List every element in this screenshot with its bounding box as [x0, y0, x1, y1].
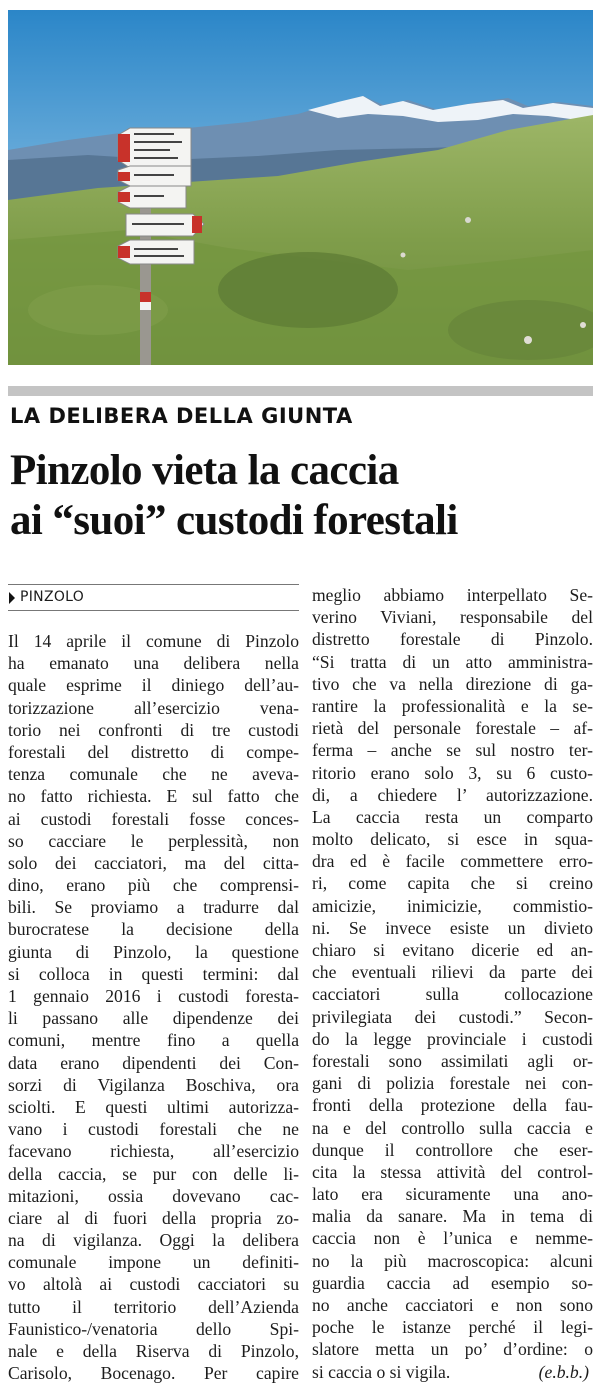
text-line: solo dei cacciatori, ma del citta-: [8, 852, 299, 873]
article-body-left: [8, 630, 299, 1384]
text-line: forestali sono assimilati agli or-: [312, 1050, 593, 1071]
text-line: tutto il territorio dell’Azienda: [8, 1296, 299, 1317]
text-line: forestali del distretto di compe-: [8, 741, 299, 762]
text-line: “Si tratta di un atto amministra-: [312, 651, 593, 672]
text-line: di, a chiedere l’ autorizzazione.: [312, 784, 593, 805]
text-line: so cacciare le perplessità, non: [8, 830, 299, 851]
text-line: burocratese la decisione della: [8, 919, 299, 940]
landscape-photo: [8, 10, 593, 365]
text-line: facevano richiesta, all’esercizio: [8, 1141, 299, 1162]
text-line: vano i custodi forestali che ne: [8, 1119, 299, 1140]
text-line: fronti della protezione della fau-: [312, 1095, 593, 1116]
text-line: comuni, mentre fino a quella: [8, 1030, 299, 1051]
text-line: ri, come capita che si creino: [312, 873, 593, 894]
text-line: distretto forestale di Pinzolo.: [312, 629, 593, 650]
article-column-right: [312, 584, 593, 1383]
text-line: La caccia resta un comparto: [312, 806, 593, 827]
text-line: sciolti. E questi ultimi autorizza-: [8, 1096, 299, 1117]
text-line: cacciatori sulla collocazione: [312, 984, 593, 1005]
text-line: guardia caccia ad esempio so-: [312, 1272, 593, 1293]
text-line: na e del controllo sulla caccia e: [312, 1117, 593, 1138]
text-line: verino Viviani, responsabile del: [312, 607, 593, 628]
mountain-meadow-with-trail-signs: [8, 10, 593, 365]
text-line: molto delicato, si esce in squa-: [312, 829, 593, 850]
text-line: comunale impone un definiti-: [8, 1252, 299, 1273]
text-line: amicizie, inimicizie, commistio-: [312, 895, 593, 916]
text-line: tivo che va nella direzione di ga-: [312, 673, 593, 694]
headline-line: ai “suoi” custodi forestali: [10, 497, 458, 544]
text-line: rietà del personale forestale – af-: [312, 718, 593, 739]
dateline-marker-icon: [9, 592, 15, 604]
article-column-left: [8, 584, 299, 1384]
article-closing-line: [312, 1361, 593, 1383]
article-kicker: LA DELIBERA DELLA GIUNTA: [10, 404, 353, 428]
text-line: dra ed è facile commettere erro-: [312, 851, 593, 872]
text-line: data erano dipendenti dei Con-: [8, 1052, 299, 1073]
text-line: mitazioni, ossia dovevano cac-: [8, 1185, 299, 1206]
text-line: dunque il controllore che eser-: [312, 1139, 593, 1160]
section-divider: [8, 386, 593, 396]
text-line: ritorio erano solo 3, su 6 custo-: [312, 762, 593, 783]
text-line: li passano alle dipendenze dei: [8, 1008, 299, 1029]
text-line: no fatto richiesta. E sul fatto che: [8, 786, 299, 807]
text-line: si colloca in questi termini: dal: [8, 963, 299, 984]
text-line: slatore metta un po’ d’ordine: o: [312, 1339, 593, 1360]
text-line: Il 14 aprile il comune di Pinzolo: [8, 631, 299, 651]
text-line: tenza comunale che ne aveva-: [8, 764, 299, 785]
article-body-right: [312, 584, 593, 1361]
closing-text: si caccia o si vigila.: [312, 1361, 451, 1382]
text-line: nale e della Riserva di Pinzolo,: [8, 1341, 299, 1361]
text-line: chiaro si evitano dicerie ed an-: [312, 940, 593, 960]
text-line: malia da sanare. Ma in tema di: [312, 1206, 593, 1227]
text-line: do la legge provinciale i custodi: [312, 1028, 593, 1049]
text-line: ciare al di fuori della propria zo-: [8, 1207, 299, 1228]
text-line: vo altolà ai custodi cacciatori su: [8, 1274, 299, 1295]
text-line: torio nei confronti di tre custodi: [8, 719, 299, 740]
text-line: privilegiata dei custodi.” Secon-: [312, 1006, 593, 1027]
text-line: na di vigilanza. Oggi la delibera: [8, 1230, 299, 1251]
dateline-place: PINZOLO: [20, 589, 85, 605]
text-line: bili. Se proviamo a tradurre dal: [8, 897, 299, 918]
text-line: rantire la professionalità e la se-: [312, 695, 593, 716]
text-line: lato era sicuramente una ano-: [312, 1184, 593, 1205]
text-line: della caccia, se pur con delle li-: [8, 1163, 299, 1184]
text-line: ha emanato una delibera nella: [8, 653, 299, 674]
text-line: torizzazione all’esercizio vena-: [8, 697, 299, 718]
text-line: 1 gennaio 2016 i custodi foresta-: [8, 986, 299, 1006]
text-line: quale esprime il diniego dell’au-: [8, 675, 299, 696]
text-line: poche le istanze perché il legi-: [312, 1317, 593, 1338]
author-signature: (e.b.b.): [538, 1361, 589, 1382]
text-line: ai custodi forestali fosse conces-: [8, 808, 299, 829]
text-line: sorzi di Vigilanza Boschiva, ora: [8, 1074, 299, 1095]
text-line: cita la stessa attività del control-: [312, 1161, 593, 1182]
dateline: [8, 584, 299, 611]
text-line: ni. Se invece esiste un divieto: [312, 917, 593, 938]
headline-line: Pinzolo vieta la caccia: [10, 447, 399, 494]
text-line: no anche cacciatori e non sono: [312, 1295, 593, 1315]
text-line: Carisolo, Bocenago. Per capire: [8, 1363, 299, 1384]
text-line: giunta di Pinzolo, la questione: [8, 941, 299, 962]
text-line: che eventuali rilievi da parte dei: [312, 962, 593, 983]
text-line: gani di polizia forestale nei con-: [312, 1073, 593, 1094]
text-line: dino, erano più che comprensi-: [8, 875, 299, 896]
text-line: meglio abbiamo interpellato Se-: [312, 585, 593, 605]
text-line: Faunistico-/venatoria dello Spi-: [8, 1318, 299, 1339]
article-headline: [10, 446, 590, 546]
text-line: caccia non è l’unica e nemme-: [312, 1228, 593, 1249]
text-line: ferma – anche se sul nostro ter-: [312, 740, 593, 761]
text-line: no la più macroscopica: alcuni: [312, 1250, 593, 1271]
